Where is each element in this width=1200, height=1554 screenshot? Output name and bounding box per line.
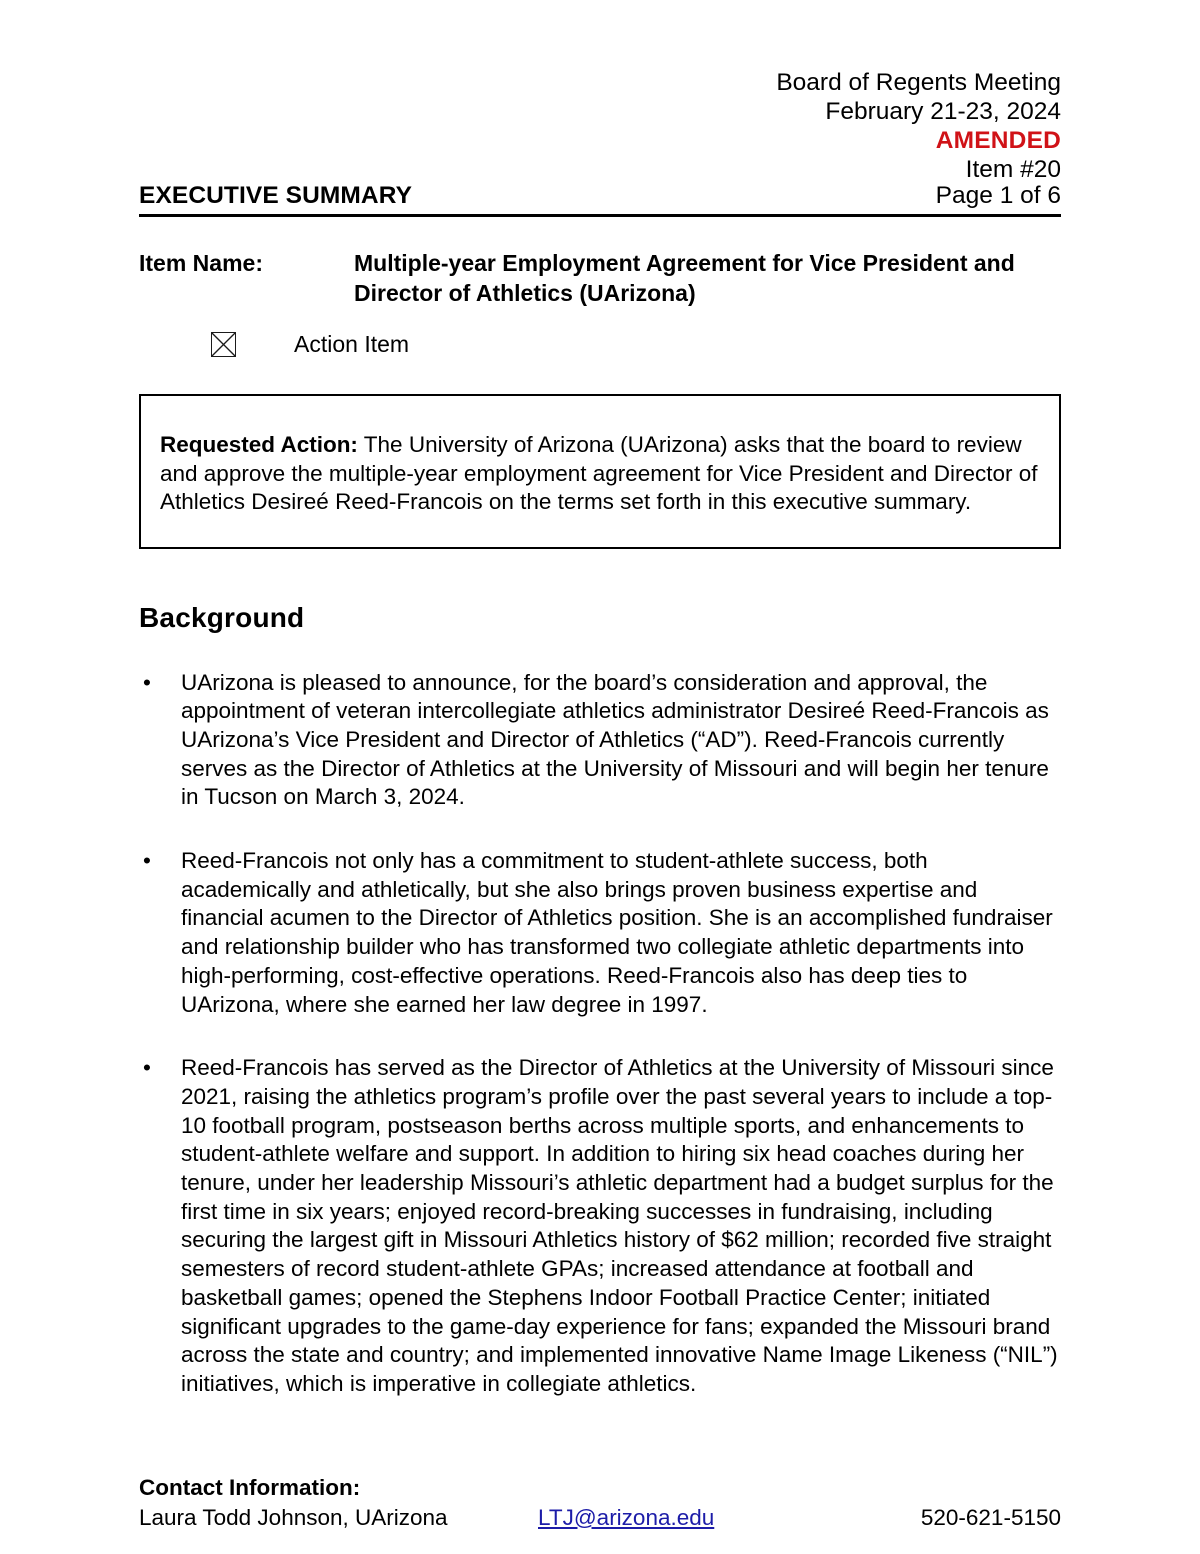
- amended-badge: AMENDED: [935, 127, 1061, 154]
- item-name-label: Item Name:: [139, 250, 263, 276]
- list-item-text: Reed-Francois has served as the Director of Athletics at the University of Missouri since 2021, raising the athletics program’s profile over the past several years to include a top-10 football program, postseason berths across multiple sports, and enhancements to student-athlete welfare and support. In addition to hiring six head coaches during her tenure, under her leadership Missouri’s athletic department had a budget surplus for the first time in six years; enjoyed record-breaking successes in fundraising, including securing the largest gift in Missouri Athletics history of $62 million; recorded five straight semesters of record student-athlete GPAs; increased attendance at football and basketball games; opened the Stephens Indoor Football Practice Center; initiated significant upgrades to the game-day experience for fans; expanded the Missouri brand across the state and country; and implemented innovative Name Image Likeness (“NIL”) initiatives, which is imperative in collegiate athletics.: [181, 1055, 1058, 1396]
- item-name-value: [354, 248, 1044, 308]
- checked-x-box-icon[interactable]: [211, 332, 236, 357]
- item-number: Item #20: [965, 156, 1061, 183]
- item-name-row: [139, 248, 1061, 308]
- header-bottom-row: [139, 182, 1061, 210]
- action-item-row[interactable]: [211, 332, 1061, 357]
- background-heading: Background: [139, 601, 305, 633]
- background-bullet-list: [139, 669, 1061, 1399]
- header-divider: [139, 214, 1061, 217]
- requested-action-text: [160, 431, 1040, 517]
- action-item-label: Action Item: [294, 331, 410, 357]
- bullet-glyph-icon: •: [143, 669, 151, 695]
- bullet-glyph-icon: •: [143, 848, 151, 874]
- meeting-title: Board of Regents Meeting: [776, 69, 1061, 96]
- document-header: [139, 0, 1061, 184]
- contact-name: Laura Todd Johnson, UArizona: [139, 1504, 448, 1530]
- list-item: [139, 1054, 1061, 1398]
- item-title-line-1: Multiple-year Employment Agreement for Vice President and: [354, 250, 1015, 276]
- list-item-text: UArizona is pleased to announce, for the board’s consideration and approval, the appointment of veteran intercollegiate athletics administrator Desireé Reed-Francois as UArizona’s Vice President and Director of Athletics (“AD”). Reed-Francois currently serves as the Director of Athletics at the University of Missouri and will begin her tenure in Tucson on March 3, 2024.: [181, 669, 1049, 810]
- list-item: [139, 847, 1061, 1019]
- document-type-title: EXECUTIVE SUMMARY: [139, 182, 413, 209]
- list-item: [139, 669, 1061, 813]
- requested-action-label: Requested Action:: [160, 432, 358, 457]
- contact-heading: Contact Information:: [139, 1474, 361, 1500]
- meeting-dates: February 21-23, 2024: [825, 98, 1061, 125]
- page-indicator: Page 1 of 6: [935, 182, 1061, 209]
- page-content: [139, 0, 1061, 1533]
- bullet-glyph-icon: •: [143, 1055, 151, 1081]
- contact-phone: 520-621-5150: [920, 1504, 1061, 1530]
- requested-action-body: The University of Arizona (UArizona) asks that the board to review and approve the multiple-year employment agreement for Vice President and Director of Athletics Desireé Reed-Francois on the terms set forth in this executive summary.: [160, 432, 1038, 514]
- contact-email-link[interactable]: LTJ@arizona.edu: [538, 1504, 715, 1530]
- contact-information: [139, 1473, 1061, 1533]
- list-item-text: Reed-Francois not only has a commitment to student-athlete success, both academically and athletically, but she also brings proven business expertise and financial acumen to the Director of Athletics position. She is an accomplished fundraiser and relationship builder who has transformed two collegiate athletic departments into high-performing, cost-effective operations. Reed-Francois also has deep ties to UArizona, where she earned her law degree in 1997.: [181, 848, 1053, 1017]
- requested-action-box: [139, 394, 1061, 549]
- contact-details-row: [139, 1503, 1061, 1533]
- item-title-line-2: Director of Athletics (UArizona): [354, 280, 696, 306]
